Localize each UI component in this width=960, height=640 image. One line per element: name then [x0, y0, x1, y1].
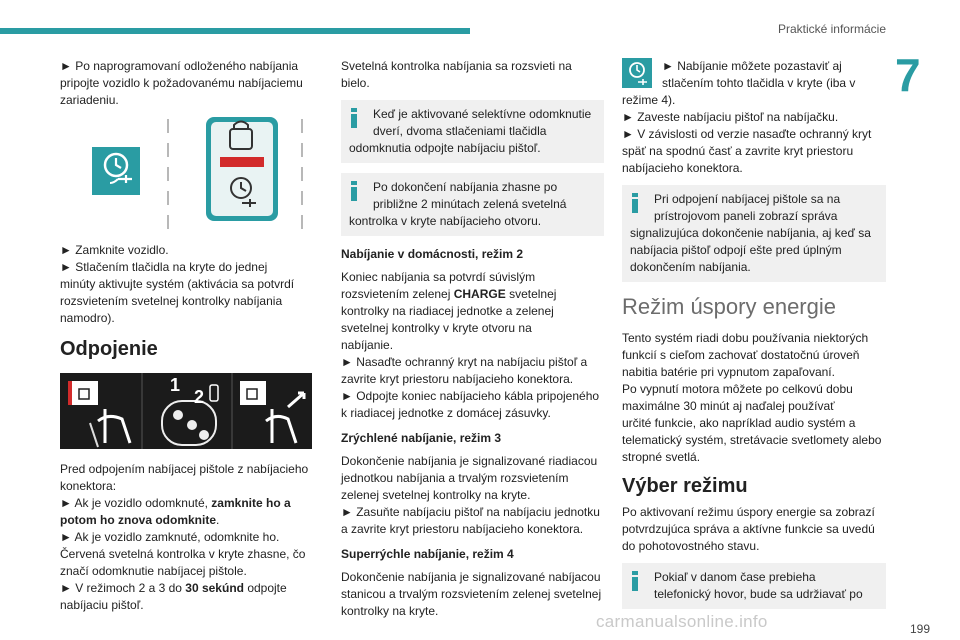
col2-home-paragraph: Koniec nabíjania sa potvrdí súvislým rozsvietením zelenej CHARGE svetelnej kontrolky na riadiacej jednotke a zelenej svetelnej kontrolky v kryte otvoru na nabíjanie. ► Nasaďte ochranný kryt na nabíjaciu pištoľ a zavrite kryt priestoru nabíjacieho konektora. ► Odpojte koniec nabíjacieho kábla pripojeného k riadiacej jednotke z domácej zásuvky.	[341, 270, 600, 420]
key-fob-icon	[162, 375, 218, 445]
chapter-number: 7	[895, 49, 921, 101]
column-1	[60, 58, 312, 622]
fig-label-1: 1	[170, 375, 181, 395]
heading-super-fast-charging: Superrýchle nabíjanie, režim 4	[341, 547, 514, 561]
fig-label-2: 2	[194, 387, 205, 407]
heading-home-charging: Nabíjanie v domácnosti, režim 2	[341, 247, 524, 261]
info-box-instrument-message: Pri odpojení nabíjacej pištole sa na prístrojovom paneli zobrazí správa signalizujúca dokončenie nabíjania, aj keď sa nabíjacia pištoľ odpojí ešte pred úplným dokončením nabíjania.	[622, 185, 886, 282]
heading-mode-selection: Výber režimu	[622, 475, 748, 497]
charging-flap-illustration	[60, 117, 312, 232]
col1-paragraph-3: Pred odpojením nabíjacej pištole z nabíjacieho konektora: ► Ak je vozidlo odomknuté, zamknite ho a potom ho znova odomknite. ► Ak je vozidlo zamknuté, odomknite ho. Červená svetelná kontrolka v kryte zhasne, čo značí odomknutie nabíjacej pištole. ► V režimoch 2 a 3 do 30 sekúnd odpojte nabíjaciu pištoľ.	[60, 462, 309, 612]
col3-eco-paragraph: Tento systém riadi dobu používania niektorých funkcií s cieľom zachovať dostatočnú úroveň nabitia batérie pri vypnutom zapaľovaní. Po vypnutí motora môžete po celkovú dobu maximálne 30 minút aj naďalej používať určité funkcie, ako napríklad audio systém a telematický systém, stretávacie svetlomety alebo stropné svetlá.	[622, 331, 882, 464]
watermark: carmanualsonline.info	[596, 612, 768, 631]
header-accent-bar	[0, 28, 470, 34]
col3-select-paragraph: Po aktivovaní režimu úspory energie sa zobrazí potvrdzujúca správa a aktívne funkcie sa uvedú do pohotovostného stavu.	[622, 505, 875, 553]
column-2	[341, 58, 604, 628]
header-title: Praktické informácie	[777, 22, 886, 36]
column-3	[622, 58, 886, 619]
delayed-charge-button-icon	[92, 147, 140, 195]
info-icon	[351, 108, 357, 128]
col2-paragraph-1: Svetelná kontrolka nabíjania sa rozsvieti na bielo.	[341, 59, 572, 90]
disconnect-illustration	[60, 373, 312, 449]
info-box-phone-call: Pokiaľ v danom čase prebieha telefonický hovor, bude sa udržiavať po	[622, 563, 886, 609]
info-box-selective-unlock: Keď je aktivované selektívne odomknutie dverí, dvoma stlačeniami tlačidla odomknutia odpojte nabíjaciu pištoľ.	[341, 100, 604, 163]
col1-paragraph-1: ► Po naprogramovaní odloženého nabíjania pripojte vozidlo k požadovanému nabíjaciemu zariadeniu.	[60, 59, 303, 107]
info-icon	[632, 571, 638, 591]
delayed-charge-button-icon	[622, 58, 652, 88]
info-box-charge-complete: Po dokončení nabíjania zhasne po približne 2 minútach zelená svetelná kontrolka v kryte nabíjacieho otvoru.	[341, 173, 604, 236]
pause-charging-row: ► Nabíjanie môžete pozastaviť aj stlačením tohto tlačidla v kryte (iba v	[622, 58, 886, 92]
info-icon	[351, 181, 357, 201]
col1-paragraph-2: ► Zamknite vozidlo. ► Stlačením tlačidla na kryte do jednej minúty aktivujte systém (aktivácia sa potvrdí rozsvietením svetelnej kontrolky nabíjania namodro).	[60, 243, 295, 325]
col3-paragraph-1: režime 4). ► Zaveste nabíjaciu pištoľ na nabíjačku. ► V závislosti od verzie nasaďte ochranný kryt späť na spodnú časť a zavrite kryt priestoru nabíjacieho konektora.	[622, 93, 872, 175]
charge-flap-panel-icon	[206, 117, 278, 221]
unlocked-flap-icon	[240, 381, 304, 443]
heading-disconnect: Odpojenie	[60, 338, 158, 360]
col2-fast-paragraph: Dokončenie nabíjania je signalizované riadiacou jednotkou nabíjania a trvalým rozsvietením zelenej svetelnej kontrolky na kryte. ► Zasuňte nabíjaciu pištoľ na nabíjaciu jednotku a zavrite kryt priestoru nabíjacieho konektora.	[341, 454, 600, 536]
locked-flap-icon	[68, 381, 130, 447]
heading-energy-saving: Režim úspory energie	[622, 294, 836, 319]
heading-fast-charging: Zrýchlené nabíjanie, režim 3	[341, 431, 502, 445]
page-number: 199	[909, 622, 930, 636]
info-icon	[632, 193, 638, 213]
col2-super-paragraph: Dokončenie nabíjania je signalizované nabíjacou stanicou a trvalým rozsvietením zelenej svetelnej kontrolky na kryte.	[341, 570, 602, 618]
